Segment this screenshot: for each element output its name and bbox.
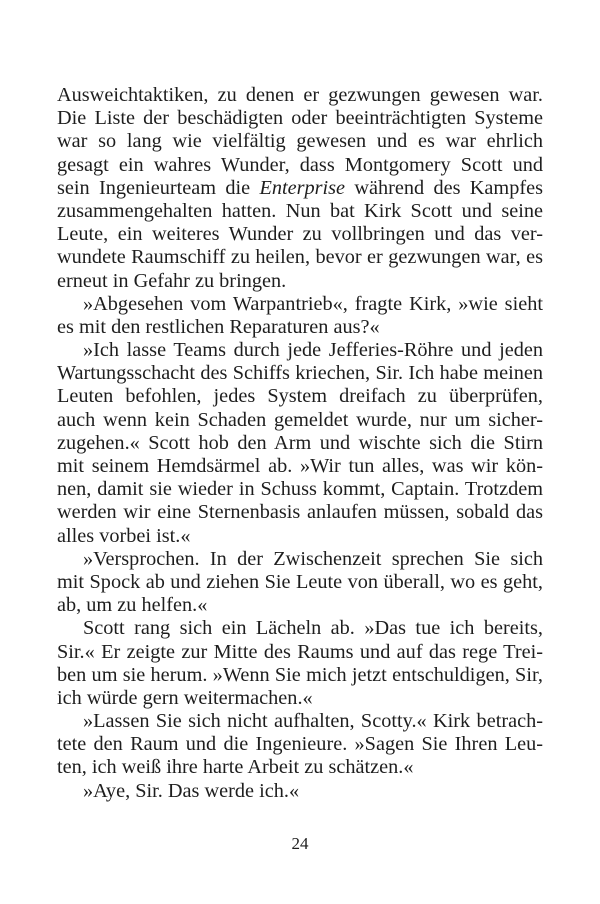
text-line: auch wenn kein Schaden gemeldet wurde, nur um sicher-: [57, 408, 543, 431]
page-number: 24: [291, 834, 309, 853]
text-line: zugehen.« Scott hob den Arm und wischte sich die Stirn: [57, 431, 543, 454]
text-line: Leuten befohlen, jedes System dreifach zu überprüfen,: [57, 385, 543, 408]
text-line: ben um sie herum. »Wenn Sie mich jetzt entschuldigen, Sir,: [57, 663, 543, 686]
ship-name-italic: Enterprise: [259, 176, 346, 199]
text-line: war so lang wie vielfältig gewesen und es war ehrlich: [57, 130, 543, 153]
text-line: erneut in Gefahr zu bringen.: [57, 269, 287, 292]
text-line: Sir.« Er zeigte zur Mitte des Raums und auf das rege Trei-: [57, 640, 543, 663]
text-line: ab, um zu helfen.«: [57, 594, 208, 617]
text-line: tete den Raum und die Ingenieure. »Sagen Sie Ihren Leu-: [57, 733, 543, 756]
text-line: Die Liste der beschädigten oder beeinträchtigten Systeme: [57, 107, 543, 130]
text-line: wundete Raumschiff zu heilen, bevor er gezwungen war, es: [57, 246, 543, 269]
text-line: mit seinem Hemdsärmel ab. »Wir tun alles, was wir kön-: [57, 455, 543, 477]
text-line: »Aye, Sir. Das werde ich.«: [83, 779, 300, 802]
text-line: »Ich lasse Teams durch jede Jefferies-Röhre und jeden: [83, 339, 543, 362]
text-segment: sein Ingenieurteam die: [57, 176, 260, 199]
text-line: Wartungsschacht des Schiffs kriechen, Sir. Ich habe meinen: [57, 362, 543, 385]
text-line: gesagt ein wahres Wunder, dass Montgomery Scott und: [57, 153, 543, 176]
text-segment: während des Kampfes: [345, 176, 543, 199]
book-page-text: [57, 84, 543, 803]
text-line: [57, 177, 543, 200]
text-line: »Versprochen. In der Zwischenzeit sprechen Sie sich: [83, 547, 543, 570]
text-line: zusammengehalten hatten. Nun bat Kirk Scott und seine: [57, 199, 543, 222]
text-line: ten, ich weiß ihre harte Arbeit zu schätzen.«: [57, 756, 414, 779]
text-line: mit Spock ab und ziehen Sie Leute von überall, wo es geht,: [57, 570, 543, 593]
text-line: Ausweichtaktiken, zu denen er gezwungen gewesen war.: [57, 84, 543, 106]
text-line: werden wir eine Sternenbasis anlaufen müssen, sobald das: [57, 501, 543, 524]
text-line: alles vorbei ist.«: [57, 524, 191, 547]
text-line: es mit den restlichen Reparaturen aus?«: [57, 315, 380, 338]
text-line: Leute, ein weiteres Wunder zu vollbringen und das ver-: [57, 223, 543, 246]
text-line: nen, damit sie wieder in Schuss kommt, Captain. Trotzdem: [57, 478, 543, 501]
text-line: »Lassen Sie sich nicht aufhalten, Scotty.« Kirk betrach-: [83, 710, 543, 733]
text-line: »Abgesehen vom Warpantrieb«, fragte Kirk, »wie sieht: [83, 292, 543, 315]
text-line: Scott rang sich ein Lächeln ab. »Das tue ich bereits,: [83, 617, 543, 640]
text-line: ich würde gern weitermachen.«: [57, 686, 313, 709]
